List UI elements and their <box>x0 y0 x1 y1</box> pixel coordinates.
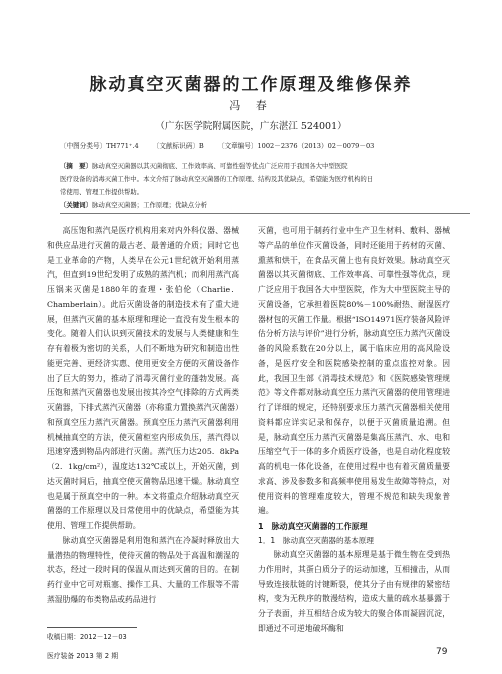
abstract-label: 〔摘 要〕 <box>60 162 92 170</box>
keywords <box>60 200 460 209</box>
section-heading-1: 1 脉动真空灭菌器的工作原理 <box>258 522 368 531</box>
clc-number: 〔中图分类号〕TH771⁺.4 <box>60 142 139 150</box>
keywords-text: 脉动真空灭菌器；工作原理；优缺点分析 <box>91 201 207 209</box>
journal-issue: 医疗装备 2013 第 2 期 <box>47 652 119 660</box>
keywords-label: 〔关键词〕 <box>60 201 92 209</box>
received-date: 收稿日期：2012－12－03 <box>47 633 127 641</box>
header-divider <box>60 213 470 214</box>
intro-paragraph-continued: 灭菌，也可用于制药行业中生产卫生材料、敷料、器械等产品的单位作灭菌设备，同时还能用于药材的灭菌、熏蒸和烘干，在食品灭菌上也有良好效果。脉动真空灭菌器以其灭菌彻底、工作效率高、可靠性强等优点，现广泛应用于我国各大中型医院，作为大中型医院主导的灭菌设备，它承担着医院80%－100%耐热、耐湿医疗器材包的灭菌工作量。根据“ISO14971医疗装备风险评估分析方法与评价”进行分析，脉动真空压力蒸汽灭菌设备的风险系数在20分以上，属于临床应用的高风险设备，是医疗安全和医院感染控制的重点监控对象。因此，我国卫生部《消毒技术规范》和《医院感染管理规范》等文件都对脉动真空压力蒸汽灭菌器的使用管理进行了详细的规定，还特别要求压力蒸汽灭菌器相关使用资料都应详实记录和保存，以便于灭菌质量追溯。但是，脉动真空压力蒸汽灭菌器是集高压蒸汽、水、电和压缩空气于一体的多介质医疗设备，也是自动化程度较高的机电一体化设备，在使用过程中也有着灭菌质量要求高、涉及参数多和高频率使用易发生故障等特点，对使用资料的管理难度较大，管理不规范和缺失现象普遍。 <box>258 226 450 516</box>
page-number: 79 <box>436 647 448 657</box>
footnote-divider <box>47 627 137 628</box>
basic-principle-paragraph: 脉动真空灭菌器的基本原理是基于微生物在受到热力作用时，其蛋白质分子的运动加速，互相撞击，从而导致连接肽链的讨键断裂，使其分子由有规律的紧密结构，变为无秩序的散漫结构，造成大量的疏水基暴露于分子表面，并互相结合成为较大的聚合体而凝固沉淀，即通过不可逆地破坏酶和 <box>258 550 450 633</box>
article-number: 〔文章编号〕1002－2376（2013）02－0079－03 <box>217 142 375 150</box>
subsection-heading-1-1: 1．1 脉动真空灭菌器的基本原理 <box>258 536 374 545</box>
author-name: 冯 春 <box>229 99 273 112</box>
abstract-line-1: 脉动真空灭菌器以其灭菌彻底、工作效率高、可靠性强等优点广泛应用于我国各大中型医院 <box>91 162 348 170</box>
abstract <box>60 160 460 199</box>
abstract-line-2: 医疗设备的消毒灭菌工作中。本文介绍了脉动真空灭菌器的工作原理、结构及其优缺点，希望能为医疗机构的日 <box>60 175 374 183</box>
article-title: 脉动真空灭菌器的工作原理及维修保养 <box>89 75 413 95</box>
intro-paragraph: 高压饱和蒸汽是医疗机构用来对内外科仪器、器械和供应品进行灭菌的最古老、最普通的介质；同时它也是工业革命的产物，人类早在公元1世纪就开始利用蒸汽，但直到19世纪发明了成熟的蒸汽机；而利用蒸汽高压锅来灭菌是1880年的查理・张伯伦（Charlie．Chamberlain）。此后灭菌设备的制造技术有了重大进展，但蒸汽灭菌的基本原理和理论一直没有发生根本的变化。随着人们认识到灭菌技术的发展与人类健康和生存有着极为密切的关系，人们不断地为研究和制造出性能更完善、更经济实惠、使用更安全方便的灭菌设备作出了巨大的努力，推动了消毒灭菌行业的蓬勃发展。高压饱和蒸汽灭菌器也发展出按其冷空气排除的方式两类灭菌器，下排式蒸汽灭菌器（亦称重力置换蒸汽灭菌器）和预真空压力蒸汽灭菌器。预真空压力蒸汽灭菌器利用机械抽真空的方法，使灭菌柜室内形成负压，蒸汽得以迅速穿透到物品内部进行灭菌。蒸汽压力达205．8kPa（2．1kg/cm²），温度达132℃或以上，开始灭菌，到达灭菌时间后，抽真空使灭菌物品迅速干燥。脉动真空也是属于预真空中的一种。本文将重点介绍脉动真空灭菌器的工作原理以及日常使用中的优缺点，希望能为其使用、管理工作提供帮助。 <box>47 226 239 530</box>
author-affiliation: （广东医学院附属医院，广东湛江 524001） <box>155 121 347 132</box>
abstract-line-3: 常使用、管理工作提供帮助。 <box>60 188 144 196</box>
classification-row <box>60 140 480 150</box>
right-column <box>258 224 450 637</box>
left-column <box>47 224 239 608</box>
document-code: 〔文献标识码〕B <box>152 142 204 150</box>
principle-paragraph: 脉动真空灭菌器是利用饱和蒸汽在冷凝时释放出大量潜热的物理特性，使待灭菌的物品处于高温和潮湿的状态，经过一段时间的保温从而达到灭菌的目的。在制药行业中它可对瓶塞、操作工具、大量的工作服等不需蒸湿肋爆的布类物品或药品进行 <box>47 535 239 604</box>
